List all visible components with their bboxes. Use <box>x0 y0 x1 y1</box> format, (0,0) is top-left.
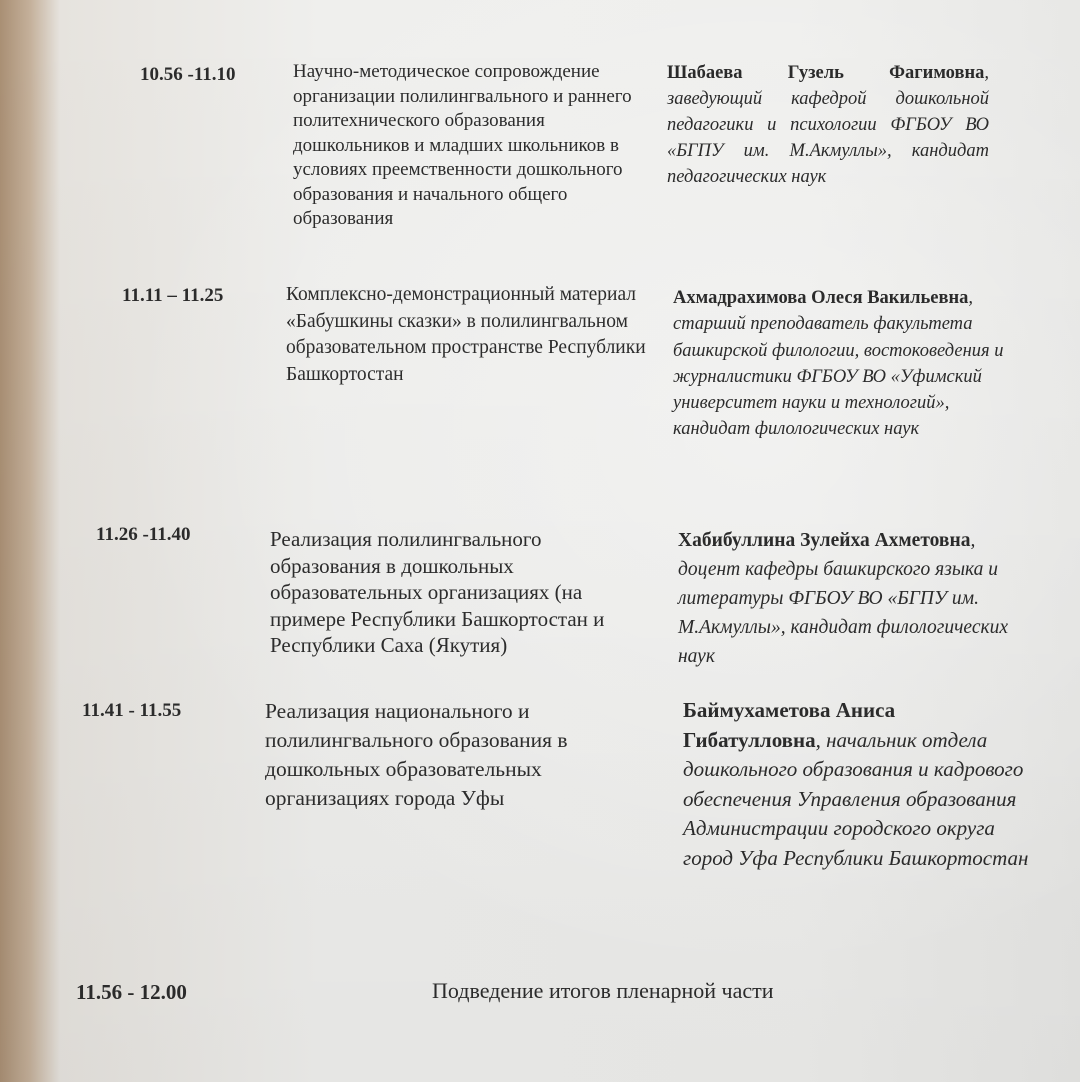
speaker-separator: , <box>968 288 974 308</box>
speaker-separator: , <box>815 727 821 752</box>
talk-topic: Реализация национального и полилингвального образования в дошкольных образовательных организациях города Уфы <box>265 699 568 810</box>
speaker-info <box>667 60 989 190</box>
speaker-separator: , <box>984 63 989 83</box>
time-slot: 11.26 -11.40 <box>96 524 191 545</box>
speaker-title: заведующий кафедрой дошкольной педагогики и психологии ФГБОУ ВО «БГПУ им. М.Акмуллы», кандидат педагогических наук <box>667 89 989 187</box>
speaker-name: Шабаева Гузель Фагимовна <box>667 63 985 83</box>
talk-topic: Комплексно-демонстрационный материал «Бабушкины сказки» в полилингвальном образовательном пространстве Республики Башкортостан <box>286 284 646 385</box>
speaker-info <box>683 696 1038 873</box>
speaker-title: доцент кафедры башкирского языка и литературы ФГБОУ ВО «БГПУ им. М.Акмуллы», кандидат филологических наук <box>678 559 1009 667</box>
summary-text: Подведение итогов пленарной части <box>432 978 774 1003</box>
talk-topic: Научно-методическое сопровождение организации полилингвального и раннего политехнического образования дошкольников и младших школьников в условиях преемственности дошкольного образования и начального общего образования <box>293 61 632 229</box>
speaker-title: начальник отдела дошкольного образования и кадрового обеспечения Управления образования Администрации городского округа город Уфа Республики Башкортостан <box>683 727 1029 870</box>
time-slot: 11.11 – 11.25 <box>122 285 224 306</box>
talk-topic: Реализация полилингвального образования в дошкольных образовательных организациях (на примере Республики Башкортостан и Республики Саха (Якутия) <box>270 527 605 657</box>
speaker-title: старший преподаватель факультета башкирской филологии, востоковедения и журналистики ФГБОУ ВО «Уфимский университет науки и технологий», кандидат филологических наук <box>673 314 1004 440</box>
speaker-info <box>678 526 1028 671</box>
speaker-info <box>673 285 1008 443</box>
time-slot: 11.56 - 12.00 <box>76 980 187 1004</box>
speaker-name: Ахмадрахимова Олеся Вакильевна <box>673 288 969 308</box>
speaker-separator: , <box>970 530 976 551</box>
time-slot: 10.56 -11.10 <box>140 64 236 85</box>
time-slot: 11.41 - 11.55 <box>82 700 182 721</box>
speaker-name: Хабибуллина Зулейха Ахметовна <box>678 530 971 551</box>
speaker-name: Баймухаметова Аниса Гибатулловна <box>683 698 896 752</box>
